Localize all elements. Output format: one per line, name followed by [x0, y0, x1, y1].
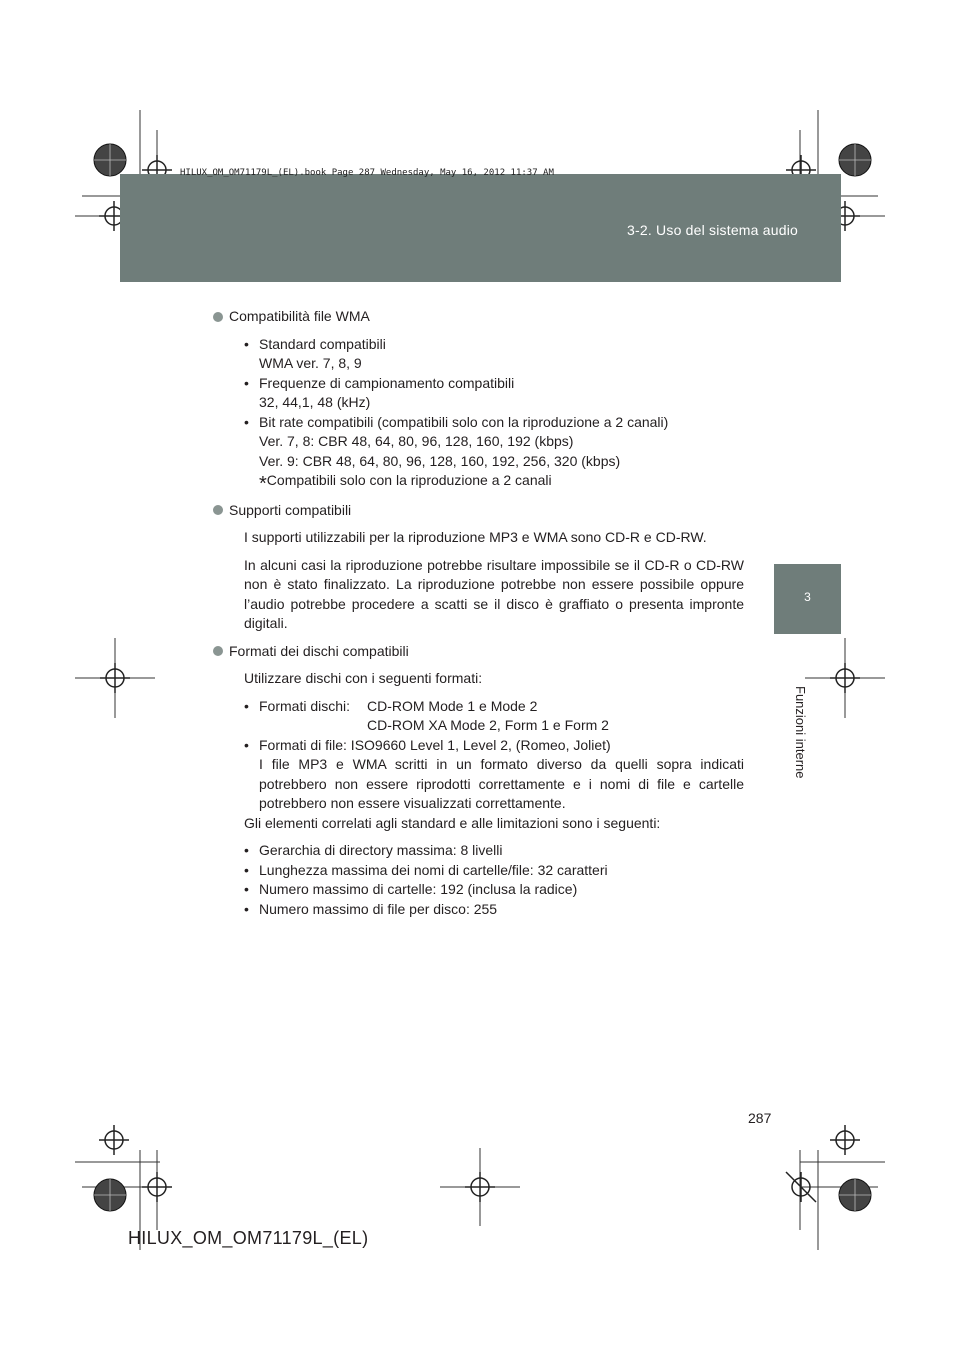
list-item: • Gerarchia di directory massima: 8 livelli	[244, 842, 503, 858]
paragraph: I supporti utilizzabili per la riproduzione MP3 e WMA sono CD-R e CD-RW.	[244, 529, 707, 545]
list-item: • Bit rate compatibili (compatibili solo con la riproduzione a 2 canali) Ver. 7, 8: CBR 48, 64, 80, 96, 128, 160, 192 (kbps) Ver. 9: CBR 48, 64, 80, 96, 128, 160, 192, 256, 320 (kbps) *Compatibili solo con la riproduzione a 2 canali	[244, 413, 669, 495]
list-item: • Lunghezza massima dei nomi di cartelle/file: 32 caratteri	[244, 861, 608, 878]
list-item: • Formati dischi: CD-ROM Mode 1 e Mode 2 CD-ROM XA Mode 2, Form 1 e Form 2	[244, 697, 609, 733]
chapter-number: 3	[804, 590, 811, 604]
wma-title: Compatibilità file WMA	[229, 308, 370, 324]
formats-title: Formati dei dischi compatibili	[229, 642, 409, 659]
chapter-tab	[774, 564, 841, 634]
circle-bullet-icon	[213, 312, 223, 322]
page-number: 287	[748, 1110, 772, 1126]
footer-code: HILUX_OM_OM71179L_(EL)	[128, 1228, 369, 1248]
circle-bullet-icon	[213, 646, 223, 656]
list-item: • Standard compatibili WMA ver. 7, 8, 9	[244, 335, 386, 371]
list-item: • Numero massimo di file per disco: 255	[244, 900, 498, 917]
paragraph: Gli elementi correlati agli standard e alle limitazioni sono i seguenti:	[244, 814, 661, 831]
list-item: • Numero massimo di cartelle: 192 (inclusa la radice)	[244, 881, 578, 897]
list-item: • Frequenze di campionamento compatibili 32, 44,1, 48 (kHz)	[244, 374, 515, 410]
supports-title: Supporti compatibili	[229, 501, 352, 518]
circle-bullet-icon	[213, 505, 223, 515]
footnote: *Compatibili solo con la riproduzione a 2 canali	[259, 472, 552, 495]
formats-section	[228, 642, 744, 920]
book-info: HILUX_OM_OM71179L_(EL).book Page 287 Wednesday, May 16, 2012 11:37 AM	[180, 168, 554, 178]
supports-section	[228, 501, 744, 634]
section-title: 3-2. Uso del sistema audio	[627, 222, 798, 238]
wma-section	[228, 307, 744, 495]
page-content	[228, 307, 744, 919]
paragraph: Utilizzare dischi con i seguenti formati:	[244, 670, 483, 686]
chapter-label: Funzioni interne	[793, 686, 808, 779]
paragraph: In alcuni casi la riproduzione potrebbe risultare impossibile se il CD-R o CD-RW non è stato finalizzato. La riproduzione potrebbe non essere possibile oppure l’audio potrebbe procedere a scatti se il disco è graffiato o presenta impronte digitali.	[244, 556, 744, 631]
list-item: • Formati di file: ISO9660 Level 1, Level 2, (Romeo, Joliet) I file MP3 e WMA scritti in un formato diverso da quelli sopra indicati potrebbero non essere riprodotti correttamente e i nomi di file e cartelle potrebbero non essere visualizzati correttamente.	[244, 736, 744, 811]
